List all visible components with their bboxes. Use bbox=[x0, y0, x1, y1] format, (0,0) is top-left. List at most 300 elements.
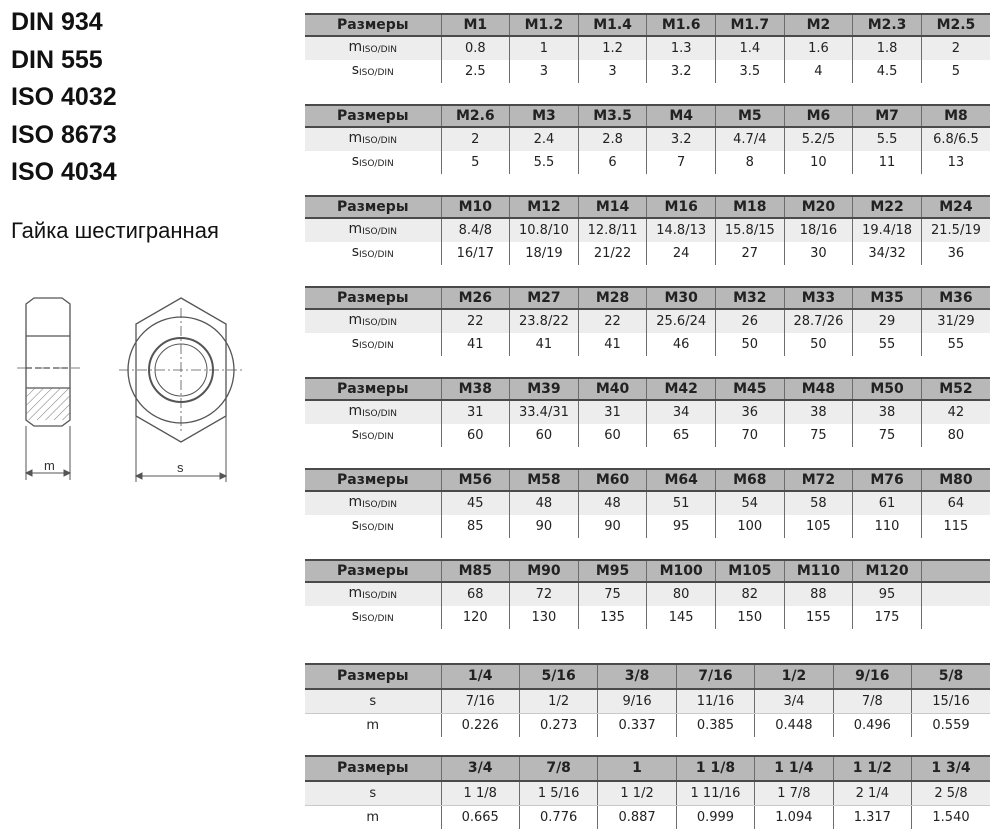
s-value-cell bbox=[921, 606, 990, 629]
s-value-cell: 2 1/4 bbox=[833, 781, 911, 806]
size-cell: M20 bbox=[784, 196, 853, 218]
s-symbol: s bbox=[351, 153, 359, 169]
metric-size-table bbox=[305, 286, 990, 356]
s-value-cell: 41 bbox=[578, 333, 647, 356]
s-value-cell: 3.2 bbox=[647, 60, 716, 83]
m-iso-din-label bbox=[305, 309, 441, 333]
s-value-cell: 1 11/16 bbox=[676, 781, 754, 806]
m-value-cell: 22 bbox=[578, 309, 647, 333]
m-value-cell: 0.776 bbox=[519, 806, 597, 830]
size-cell: M12 bbox=[510, 196, 579, 218]
s-value-cell: 7/8 bbox=[833, 689, 911, 714]
size-cell: M8 bbox=[921, 105, 990, 127]
size-cell: 5/8 bbox=[912, 664, 990, 689]
s-value-cell: 41 bbox=[510, 333, 579, 356]
s-value-cell: 155 bbox=[784, 606, 853, 629]
m-value-cell: 0.665 bbox=[441, 806, 519, 830]
s-row bbox=[305, 333, 990, 356]
size-cell: M95 bbox=[578, 560, 647, 582]
m-value-cell: 26 bbox=[716, 309, 785, 333]
size-cell: M16 bbox=[647, 196, 716, 218]
standard-iso-4034: ISO 4034 bbox=[11, 158, 117, 186]
s-value-cell: 110 bbox=[853, 515, 922, 538]
s-value-cell: 130 bbox=[510, 606, 579, 629]
size-cell: M24 bbox=[921, 196, 990, 218]
s-value-cell: 5 bbox=[441, 151, 510, 174]
size-cell: M100 bbox=[647, 560, 716, 582]
m-value-cell: 1.2 bbox=[578, 36, 647, 60]
m-value-cell: 1.6 bbox=[784, 36, 853, 60]
m-value-cell: 8.4/8 bbox=[441, 218, 510, 242]
iso-din-subscript: ISO/DIN bbox=[362, 136, 397, 146]
m-value-cell: 31 bbox=[578, 400, 647, 424]
sizes-header: Размеры bbox=[305, 469, 441, 491]
s-value-cell: 60 bbox=[578, 424, 647, 447]
standard-iso-8673: ISO 8673 bbox=[11, 120, 117, 149]
s-iso-din-label bbox=[305, 515, 441, 538]
m-row bbox=[305, 714, 990, 738]
m-value-cell: 14.8/13 bbox=[647, 218, 716, 242]
s-value-cell: 46 bbox=[647, 333, 716, 356]
s-value-cell: 1/2 bbox=[519, 689, 597, 714]
iso-din-subscript: ISO/DIN bbox=[362, 227, 397, 237]
m-symbol: m bbox=[348, 585, 363, 601]
m-value-cell: 19.4/18 bbox=[853, 218, 922, 242]
m-value-cell: 34 bbox=[647, 400, 716, 424]
s-value-cell: 41 bbox=[441, 333, 510, 356]
size-cell: M68 bbox=[716, 469, 785, 491]
size-cell: M30 bbox=[647, 287, 716, 309]
m-value-cell: 0.448 bbox=[755, 714, 833, 738]
nut-side-view bbox=[17, 298, 80, 426]
size-cell: 1 1/8 bbox=[676, 756, 754, 781]
s-row bbox=[305, 242, 990, 265]
size-cell: M7 bbox=[853, 105, 922, 127]
m-value-cell: 82 bbox=[716, 582, 785, 606]
m-value-cell: 22 bbox=[441, 309, 510, 333]
m-value-cell: 23.8/22 bbox=[510, 309, 579, 333]
s-value-cell: 90 bbox=[578, 515, 647, 538]
s-value-cell: 75 bbox=[784, 424, 853, 447]
iso-din-subscript: ISO/DIN bbox=[362, 500, 397, 510]
size-cell: M14 bbox=[578, 196, 647, 218]
s-symbol: s bbox=[351, 517, 359, 533]
sizes-header: Размеры bbox=[305, 560, 441, 582]
iso-din-subscript: ISO/DIN bbox=[362, 45, 397, 55]
m-iso-din-label bbox=[305, 400, 441, 424]
sizes-header: Размеры bbox=[305, 756, 441, 781]
metric-size-table bbox=[305, 559, 990, 629]
inch-size-table bbox=[305, 663, 990, 737]
m-value-cell: 18/16 bbox=[784, 218, 853, 242]
size-cell: 1 1/4 bbox=[755, 756, 833, 781]
s-value-cell: 50 bbox=[716, 333, 785, 356]
standard-iso-4032: ISO 4032 bbox=[11, 83, 117, 111]
size-cell: M32 bbox=[716, 287, 785, 309]
table-header-row bbox=[305, 664, 990, 689]
size-cell: M76 bbox=[853, 469, 922, 491]
nut-top-view bbox=[119, 298, 243, 442]
iso-din-subscript: ISO/DIN bbox=[358, 614, 394, 624]
iso-din-subscript: ISO/DIN bbox=[362, 318, 397, 328]
metric-size-table bbox=[305, 377, 990, 447]
size-cell: M33 bbox=[784, 287, 853, 309]
s-value-cell: 5.5 bbox=[510, 151, 579, 174]
m-value-cell: 75 bbox=[578, 582, 647, 606]
size-cell: M18 bbox=[716, 196, 785, 218]
size-cell: 1 1/2 bbox=[833, 756, 911, 781]
s-value-cell: 95 bbox=[647, 515, 716, 538]
s-value-cell: 65 bbox=[647, 424, 716, 447]
s-value-cell: 3 bbox=[578, 60, 647, 83]
table-header-row bbox=[305, 287, 990, 309]
m-symbol: m bbox=[348, 494, 363, 510]
size-cell: M22 bbox=[853, 196, 922, 218]
size-cell: M110 bbox=[784, 560, 853, 582]
size-cell: M2.5 bbox=[921, 14, 990, 36]
s-value-cell: 21/22 bbox=[578, 242, 647, 265]
s-iso-din-label bbox=[305, 424, 441, 447]
m-iso-din-label bbox=[305, 127, 441, 151]
size-cell: M1.2 bbox=[510, 14, 579, 36]
m-value-cell: 64 bbox=[921, 491, 990, 515]
m-value-cell: 0.226 bbox=[441, 714, 519, 738]
m-value-cell: 61 bbox=[853, 491, 922, 515]
s-symbol: s bbox=[351, 244, 359, 260]
iso-din-subscript: ISO/DIN bbox=[358, 159, 394, 169]
size-cell: 1/2 bbox=[755, 664, 833, 689]
s-value-cell: 75 bbox=[853, 424, 922, 447]
m-dimension-label: m bbox=[44, 458, 55, 473]
iso-din-subscript: ISO/DIN bbox=[362, 409, 397, 419]
m-value-cell: 3.2 bbox=[647, 127, 716, 151]
sizes-header: Размеры bbox=[305, 196, 441, 218]
size-cell: M3 bbox=[510, 105, 579, 127]
size-cell: M45 bbox=[716, 378, 785, 400]
size-cell: M5 bbox=[716, 105, 785, 127]
m-row bbox=[305, 36, 990, 60]
s-value-cell: 1 1/8 bbox=[441, 781, 519, 806]
m-value-cell: 80 bbox=[647, 582, 716, 606]
iso-din-subscript: ISO/DIN bbox=[358, 523, 394, 533]
s-iso-din-label bbox=[305, 606, 441, 629]
m-value-cell: 1 bbox=[510, 36, 579, 60]
table-header-row bbox=[305, 469, 990, 491]
s-value-cell: 4 bbox=[784, 60, 853, 83]
s-row bbox=[305, 606, 990, 629]
size-cell: M105 bbox=[716, 560, 785, 582]
size-cell: M27 bbox=[510, 287, 579, 309]
m-value-cell: 4.7/4 bbox=[716, 127, 785, 151]
s-row bbox=[305, 781, 990, 806]
m-value-cell: 38 bbox=[853, 400, 922, 424]
size-cell bbox=[921, 560, 990, 582]
m-value-cell: 15.8/15 bbox=[716, 218, 785, 242]
size-cell: M1.7 bbox=[716, 14, 785, 36]
m-value-cell: 68 bbox=[441, 582, 510, 606]
s-value-cell: 60 bbox=[441, 424, 510, 447]
s-value-cell: 60 bbox=[510, 424, 579, 447]
s-value-cell: 70 bbox=[716, 424, 785, 447]
size-cell: M48 bbox=[784, 378, 853, 400]
size-cell: M52 bbox=[921, 378, 990, 400]
standard-din-555: DIN 555 bbox=[11, 45, 103, 74]
s-value-cell: 11/16 bbox=[676, 689, 754, 714]
m-label: m bbox=[305, 806, 441, 830]
m-value-cell: 0.273 bbox=[519, 714, 597, 738]
size-cell: M39 bbox=[510, 378, 579, 400]
m-value-cell: 1.540 bbox=[912, 806, 990, 830]
s-value-cell: 34/32 bbox=[853, 242, 922, 265]
s-value-cell: 5 bbox=[921, 60, 990, 83]
m-value-cell: 2 bbox=[441, 127, 510, 151]
s-symbol: s bbox=[351, 62, 359, 78]
s-value-cell: 11 bbox=[853, 151, 922, 174]
m-value-cell: 1.3 bbox=[647, 36, 716, 60]
s-iso-din-label bbox=[305, 242, 441, 265]
size-cell: M85 bbox=[441, 560, 510, 582]
m-iso-din-label bbox=[305, 582, 441, 606]
m-symbol: m bbox=[348, 312, 363, 328]
sizes-header: Размеры bbox=[305, 287, 441, 309]
m-value-cell: 88 bbox=[784, 582, 853, 606]
s-row bbox=[305, 424, 990, 447]
m-value-cell: 0.385 bbox=[676, 714, 754, 738]
size-cell: M80 bbox=[921, 469, 990, 491]
s-value-cell: 9/16 bbox=[598, 689, 676, 714]
s-value-cell: 3.5 bbox=[716, 60, 785, 83]
inch-size-table bbox=[305, 755, 990, 829]
size-cell: M2 bbox=[784, 14, 853, 36]
size-cell: M6 bbox=[784, 105, 853, 127]
size-cell: 1/4 bbox=[441, 664, 519, 689]
iso-din-subscript: ISO/DIN bbox=[358, 341, 394, 351]
m-value-cell: 45 bbox=[441, 491, 510, 515]
s-value-cell: 10 bbox=[784, 151, 853, 174]
m-value-cell: 72 bbox=[510, 582, 579, 606]
s-value-cell: 4.5 bbox=[853, 60, 922, 83]
m-symbol: m bbox=[348, 221, 363, 237]
sizes-header: Размеры bbox=[305, 378, 441, 400]
size-cell: M1.6 bbox=[647, 14, 716, 36]
metric-size-table bbox=[305, 13, 990, 83]
size-cell: M10 bbox=[441, 196, 510, 218]
metric-size-table bbox=[305, 195, 990, 265]
s-value-cell: 50 bbox=[784, 333, 853, 356]
s-value-cell: 6 bbox=[578, 151, 647, 174]
m-value-cell: 0.559 bbox=[912, 714, 990, 738]
m-iso-din-label bbox=[305, 491, 441, 515]
m-value-cell: 36 bbox=[716, 400, 785, 424]
s-iso-din-label bbox=[305, 333, 441, 356]
m-value-cell: 5.5 bbox=[853, 127, 922, 151]
s-value-cell: 55 bbox=[853, 333, 922, 356]
m-value-cell: 38 bbox=[784, 400, 853, 424]
m-value-cell: 6.8/6.5 bbox=[921, 127, 990, 151]
size-cell: M120 bbox=[853, 560, 922, 582]
m-row bbox=[305, 491, 990, 515]
m-iso-din-label bbox=[305, 218, 441, 242]
s-value-cell: 100 bbox=[716, 515, 785, 538]
s-iso-din-label bbox=[305, 60, 441, 83]
s-value-cell: 15/16 bbox=[912, 689, 990, 714]
s-symbol: s bbox=[351, 608, 359, 624]
s-value-cell: 18/19 bbox=[510, 242, 579, 265]
m-value-cell: 0.999 bbox=[676, 806, 754, 830]
metric-size-table bbox=[305, 104, 990, 174]
m-value-cell: 48 bbox=[578, 491, 647, 515]
m-row bbox=[305, 400, 990, 424]
m-row bbox=[305, 582, 990, 606]
s-value-cell: 8 bbox=[716, 151, 785, 174]
m-value-cell: 95 bbox=[853, 582, 922, 606]
iso-din-subscript: ISO/DIN bbox=[358, 432, 394, 442]
m-label: m bbox=[305, 714, 441, 738]
m-symbol: m bbox=[348, 130, 363, 146]
size-cell: 3/4 bbox=[441, 756, 519, 781]
hex-nut-drawing bbox=[14, 290, 244, 490]
s-row bbox=[305, 515, 990, 538]
s-symbol: s bbox=[351, 426, 359, 442]
s-row bbox=[305, 151, 990, 174]
s-row bbox=[305, 60, 990, 83]
size-cell: M50 bbox=[853, 378, 922, 400]
size-cell: 1 bbox=[598, 756, 676, 781]
m-value-cell: 1.8 bbox=[853, 36, 922, 60]
m-value-cell: 42 bbox=[921, 400, 990, 424]
product-title: Гайка шестигранная bbox=[11, 218, 219, 243]
m-value-cell: 58 bbox=[784, 491, 853, 515]
size-cell: M2.3 bbox=[853, 14, 922, 36]
m-row bbox=[305, 309, 990, 333]
m-value-cell: 31 bbox=[441, 400, 510, 424]
m-value-cell: 12.8/11 bbox=[578, 218, 647, 242]
s-value-cell: 80 bbox=[921, 424, 990, 447]
s-value-cell: 175 bbox=[853, 606, 922, 629]
s-value-cell: 120 bbox=[441, 606, 510, 629]
m-iso-din-label bbox=[305, 36, 441, 60]
size-cell: M60 bbox=[578, 469, 647, 491]
iso-din-subscript: ISO/DIN bbox=[358, 68, 394, 78]
table-header-row bbox=[305, 14, 990, 36]
s-label: s bbox=[305, 689, 441, 714]
table-header-row bbox=[305, 378, 990, 400]
s-value-cell: 115 bbox=[921, 515, 990, 538]
m-value-cell: 1.4 bbox=[716, 36, 785, 60]
m-symbol: m bbox=[348, 39, 363, 55]
sizes-header: Размеры bbox=[305, 14, 441, 36]
s-value-cell: 90 bbox=[510, 515, 579, 538]
size-cell: M58 bbox=[510, 469, 579, 491]
m-value-cell: 33.4/31 bbox=[510, 400, 579, 424]
size-cell: 9/16 bbox=[833, 664, 911, 689]
m-value-cell: 28.7/26 bbox=[784, 309, 853, 333]
size-cell: M72 bbox=[784, 469, 853, 491]
s-value-cell: 135 bbox=[578, 606, 647, 629]
m-value-cell: 10.8/10 bbox=[510, 218, 579, 242]
m-row bbox=[305, 806, 990, 830]
m-value-cell: 2 bbox=[921, 36, 990, 60]
s-value-cell: 2 5/8 bbox=[912, 781, 990, 806]
s-value-cell: 13 bbox=[921, 151, 990, 174]
s-value-cell: 1 7/8 bbox=[755, 781, 833, 806]
s-iso-din-label bbox=[305, 151, 441, 174]
s-value-cell: 150 bbox=[716, 606, 785, 629]
s-value-cell: 105 bbox=[784, 515, 853, 538]
m-value-cell: 21.5/19 bbox=[921, 218, 990, 242]
m-value-cell: 0.887 bbox=[598, 806, 676, 830]
s-label: s bbox=[305, 781, 441, 806]
standard-din-934: DIN 934 bbox=[11, 8, 103, 36]
m-value-cell: 25.6/24 bbox=[647, 309, 716, 333]
size-cell: M1 bbox=[441, 14, 510, 36]
s-value-cell: 145 bbox=[647, 606, 716, 629]
size-cell: M35 bbox=[853, 287, 922, 309]
iso-din-subscript: ISO/DIN bbox=[358, 250, 394, 260]
metric-size-table bbox=[305, 468, 990, 538]
size-cell: M64 bbox=[647, 469, 716, 491]
s-value-cell: 36 bbox=[921, 242, 990, 265]
iso-din-subscript: ISO/DIN bbox=[362, 591, 397, 601]
m-value-cell: 1.094 bbox=[755, 806, 833, 830]
s-value-cell: 16/17 bbox=[441, 242, 510, 265]
size-cell: M56 bbox=[441, 469, 510, 491]
m-value-cell bbox=[921, 582, 990, 606]
m-value-cell: 1.317 bbox=[833, 806, 911, 830]
size-cell: M36 bbox=[921, 287, 990, 309]
m-value-cell: 48 bbox=[510, 491, 579, 515]
size-cell: M2.6 bbox=[441, 105, 510, 127]
size-cell: 3/8 bbox=[598, 664, 676, 689]
s-value-cell: 2.5 bbox=[441, 60, 510, 83]
sizes-header: Размеры bbox=[305, 105, 441, 127]
s-value-cell: 55 bbox=[921, 333, 990, 356]
size-cell: M4 bbox=[647, 105, 716, 127]
table-header-row bbox=[305, 105, 990, 127]
m-row bbox=[305, 218, 990, 242]
size-cell: M90 bbox=[510, 560, 579, 582]
s-symbol: s bbox=[351, 335, 359, 351]
m-symbol: m bbox=[348, 403, 363, 419]
size-cell: M40 bbox=[578, 378, 647, 400]
size-cell: M28 bbox=[578, 287, 647, 309]
size-cell: 5/16 bbox=[519, 664, 597, 689]
table-header-row bbox=[305, 560, 990, 582]
m-value-cell: 2.4 bbox=[510, 127, 579, 151]
s-value-cell: 3/4 bbox=[755, 689, 833, 714]
m-value-cell: 29 bbox=[853, 309, 922, 333]
m-value-cell: 54 bbox=[716, 491, 785, 515]
size-cell: 7/16 bbox=[676, 664, 754, 689]
s-row bbox=[305, 689, 990, 714]
sizes-header: Размеры bbox=[305, 664, 441, 689]
m-value-cell: 5.2/5 bbox=[784, 127, 853, 151]
table-header-row bbox=[305, 196, 990, 218]
s-value-cell: 24 bbox=[647, 242, 716, 265]
m-value-cell: 0.8 bbox=[441, 36, 510, 60]
m-value-cell: 51 bbox=[647, 491, 716, 515]
standards-list bbox=[11, 4, 117, 192]
size-cell: M38 bbox=[441, 378, 510, 400]
m-value-cell: 0.337 bbox=[598, 714, 676, 738]
size-cell: 1 3/4 bbox=[912, 756, 990, 781]
size-cell: M1.4 bbox=[578, 14, 647, 36]
m-row bbox=[305, 127, 990, 151]
size-cell: M26 bbox=[441, 287, 510, 309]
s-value-cell: 1 1/2 bbox=[598, 781, 676, 806]
m-value-cell: 0.496 bbox=[833, 714, 911, 738]
size-cell: 7/8 bbox=[519, 756, 597, 781]
